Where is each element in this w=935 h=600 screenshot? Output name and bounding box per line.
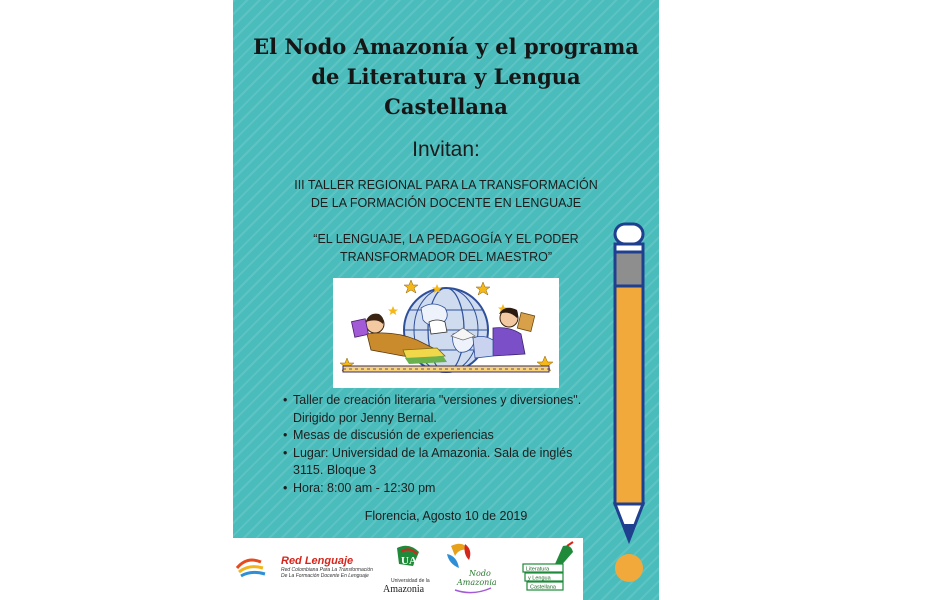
uniamazonia-logo (383, 546, 430, 595)
list-item-line: Dirigido por Jenny Bernal. (293, 410, 437, 425)
uniamazonia-big: Amazonia (383, 584, 425, 595)
pencil-graphic (611, 222, 647, 584)
red-lenguaje-sub2: De La Formación Docente En Lenguaje (281, 573, 369, 579)
list-item (283, 480, 603, 498)
title-line: El Nodo Amazonía y el programa (253, 34, 639, 59)
list-item-line: • Hora: 8:00 am - 12:30 pm (293, 480, 436, 495)
nodo-line1: Nodo (469, 569, 491, 578)
red-lenguaje-sub1: Red Colombiana Para La Transformación (281, 567, 373, 573)
literatura-line3: Castellana (530, 584, 556, 591)
invitation-poster (233, 0, 659, 600)
nodo-line2: Amazonia (457, 578, 497, 587)
workshop-line: DE LA FORMACIÓN DOCENTE EN LENGUAJE (310, 196, 582, 210)
invite-heading: Invitan: (412, 138, 480, 161)
list-item (283, 445, 603, 480)
uniamazonia-mark: UA (401, 555, 417, 567)
workshop-line: III TALLER REGIONAL PARA LA TRANSFORMACIÓN (294, 178, 598, 192)
uniamazonia-small: Universidad de la (391, 578, 430, 584)
theme-line: “EL LENGUAJE, LA PEDAGOGÍA Y EL PODER (313, 232, 579, 246)
details-list (283, 392, 603, 497)
red-lenguaje-logo (237, 555, 373, 579)
list-item (283, 427, 603, 445)
title-line: Castellana (384, 94, 508, 119)
theme-quote (233, 230, 659, 266)
nodo-amazonia-logo (447, 544, 497, 593)
poster-title (233, 32, 659, 122)
list-item-line: 3115. Bloque 3 (293, 463, 377, 477)
workshop-title (233, 176, 659, 212)
list-item (283, 392, 603, 427)
reading-kids-drawing (333, 278, 559, 388)
reading-kids-illustration (333, 278, 559, 388)
list-item-line: • Taller de creación literaria "versiones y diversiones". (293, 393, 582, 407)
literatura-line1: Literatura (526, 566, 550, 573)
theme-line: TRANSFORMADOR DEL MAESTRO” (339, 250, 553, 264)
logos-strip (233, 538, 583, 600)
sponsor-logos (233, 538, 583, 600)
literatura-line2: y Lengua (528, 575, 551, 582)
literatura-logo (523, 542, 573, 591)
title-line: de Literatura y Lengua (311, 64, 581, 89)
event-date: Florencia, Agosto 10 de 2019 (364, 509, 528, 523)
red-lenguaje-title: Red Lenguaje (281, 555, 354, 567)
list-item-line: • Lugar: Universidad de la Amazonia. Sala de inglés (293, 445, 573, 460)
list-item-line: • Mesas de discusión de experiencias (293, 428, 494, 442)
